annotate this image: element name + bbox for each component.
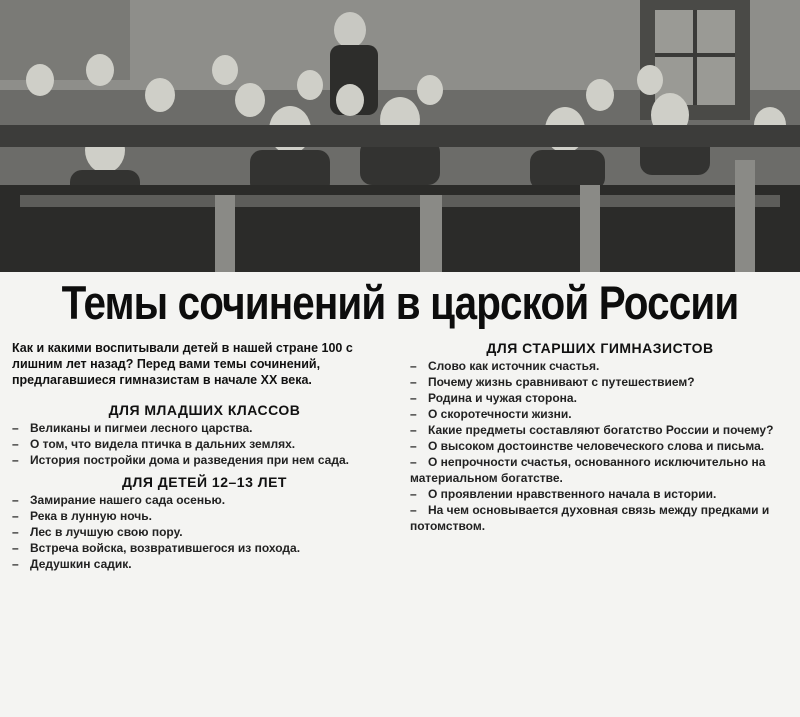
topic-item: – Дедушкин садик. — [12, 557, 132, 571]
topic-item: – О непрочности счастья, основанного исключительно на материальном богатстве. — [410, 455, 766, 485]
topic-item: – Встреча войска, возвратившегося из похода. — [12, 541, 301, 555]
topic-item: – О том, что видела птичка в дальних землях. — [12, 437, 296, 451]
section-heading-senior: ДЛЯ СТАРШИХ ГИМНАЗИСТОВ — [486, 340, 714, 356]
topic-item: – Река в лунную ночь. — [12, 509, 152, 523]
topic-item: – О высоком достоинстве человеческого слова и письма. — [410, 439, 765, 453]
topic-item: – О скоротечности жизни. — [410, 407, 572, 421]
left-column — [12, 340, 397, 572]
topic-item: – Замирание нашего сада осенью. — [12, 493, 226, 507]
intro-paragraph: Как и какими воспитывали детей в нашей стране 100 с лишним лет назад? Перед вами темы сочинений, предлагавшиеся гимназистам в начале XX века. — [12, 341, 353, 387]
topic-item: – Слово как источник счастья. — [410, 359, 600, 373]
section-heading-age12: ДЛЯ ДЕТЕЙ 12–13 ЛЕТ — [122, 474, 287, 490]
right-column — [410, 340, 790, 534]
topic-item: – Какие предметы составляют богатство России и почему? — [410, 423, 774, 437]
topic-item: – История постройки дома и разведения при нем сада. — [12, 453, 349, 467]
topic-item: – На чем основывается духовная связь между предками и потомством. — [410, 503, 770, 533]
topic-item: – Лес в лучшую свою пору. — [12, 525, 183, 539]
section-heading-junior: ДЛЯ МЛАДШИХ КЛАССОВ — [108, 402, 301, 418]
topic-item: – Родина и чужая сторона. — [410, 391, 577, 405]
topic-item: – Великаны и пигмеи лесного царства. — [12, 421, 253, 435]
topic-item: – О проявлении нравственного начала в истории. — [410, 487, 717, 501]
classroom-photo — [0, 0, 800, 272]
headline: Темы сочинений в царской России — [61, 275, 739, 329]
topic-item: – Почему жизнь сравнивают с путешествием? — [410, 375, 695, 389]
